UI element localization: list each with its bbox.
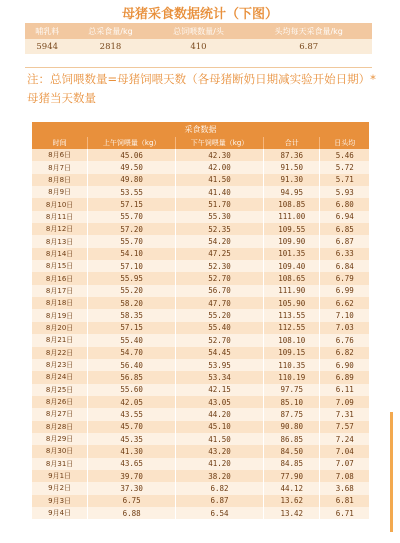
cell-afternoon: 38.20 <box>176 470 264 482</box>
cell-afternoon: 6.54 <box>176 507 264 519</box>
cell-daily-avg: 6.82 <box>320 347 369 359</box>
table-header-row <box>32 137 369 149</box>
header-daily-avg: 日头均 <box>320 137 369 149</box>
cell-date: 8月12日 <box>32 223 88 235</box>
cell-total: 109.55 <box>263 223 320 235</box>
cell-date: 8月14日 <box>32 248 88 260</box>
table-row <box>32 285 369 297</box>
table-row <box>32 396 369 408</box>
cell-date: 8月7日 <box>32 161 88 173</box>
table-row <box>32 309 369 321</box>
cell-total: 109.90 <box>263 235 320 247</box>
scroll-indicator <box>390 412 393 532</box>
cell-afternoon: 41.50 <box>176 433 264 445</box>
cell-total: 108.10 <box>263 334 320 346</box>
cell-afternoon: 53.34 <box>176 371 264 383</box>
cell-morning: 56.85 <box>88 371 176 383</box>
cell-total: 87.36 <box>263 149 320 161</box>
cell-total: 110.35 <box>263 359 320 371</box>
cell-morning: 39.70 <box>88 470 176 482</box>
table-row <box>32 260 369 272</box>
cell-morning: 55.20 <box>88 285 176 297</box>
cell-afternoon: 52.30 <box>176 260 264 272</box>
cell-daily-avg: 7.03 <box>320 322 369 334</box>
summary-header-row <box>25 23 372 39</box>
table-row <box>32 421 369 433</box>
cell-daily-avg: 6.79 <box>320 272 369 284</box>
table-body <box>32 149 369 519</box>
cell-total: 108.65 <box>263 272 320 284</box>
table-row <box>32 149 369 161</box>
cell-total: 111.00 <box>263 211 320 223</box>
cell-daily-avg: 7.57 <box>320 421 369 433</box>
table-row <box>32 470 369 482</box>
cell-morning: 37.30 <box>88 482 176 494</box>
summary-value-row <box>25 39 372 54</box>
summary-value-cell: 6.87 <box>245 39 372 54</box>
table-row <box>32 174 369 186</box>
cell-morning: 45.35 <box>88 433 176 445</box>
cell-daily-avg: 6.85 <box>320 223 369 235</box>
cell-daily-avg: 6.89 <box>320 371 369 383</box>
cell-morning: 54.10 <box>88 248 176 260</box>
cell-daily-avg: 6.84 <box>320 260 369 272</box>
cell-afternoon: 41.20 <box>176 458 264 470</box>
cell-morning: 57.15 <box>88 322 176 334</box>
cell-date: 8月13日 <box>32 235 88 247</box>
header-total: 合计 <box>263 137 320 149</box>
cell-daily-avg: 7.04 <box>320 445 369 457</box>
cell-morning: 42.05 <box>88 396 176 408</box>
cell-total: 113.55 <box>263 309 320 321</box>
header-afternoon: 下午饲喂量（kg） <box>176 137 264 149</box>
cell-daily-avg: 5.71 <box>320 174 369 186</box>
cell-morning: 53.55 <box>88 186 176 198</box>
cell-date: 8月30日 <box>32 445 88 457</box>
cell-daily-avg: 6.80 <box>320 198 369 210</box>
cell-date: 8月22日 <box>32 347 88 359</box>
cell-date: 9月3日 <box>32 495 88 507</box>
cell-date: 8月10日 <box>32 198 88 210</box>
summary-value-cell: 2818 <box>69 39 151 54</box>
cell-date: 8月28日 <box>32 421 88 433</box>
cell-total: 84.85 <box>263 458 320 470</box>
cell-total: 94.95 <box>263 186 320 198</box>
cell-afternoon: 55.30 <box>176 211 264 223</box>
cell-date: 8月31日 <box>32 458 88 470</box>
cell-daily-avg: 6.71 <box>320 507 369 519</box>
cell-morning: 55.70 <box>88 211 176 223</box>
cell-morning: 45.06 <box>88 149 176 161</box>
cell-daily-avg: 7.07 <box>320 458 369 470</box>
cell-morning: 55.95 <box>88 272 176 284</box>
cell-daily-avg: 6.87 <box>320 235 369 247</box>
table-row <box>32 482 369 494</box>
cell-morning: 57.20 <box>88 223 176 235</box>
cell-afternoon: 47.25 <box>176 248 264 260</box>
cell-morning: 55.70 <box>88 235 176 247</box>
cell-total: 105.90 <box>263 297 320 309</box>
table-row <box>32 408 369 420</box>
table-row <box>32 186 369 198</box>
cell-afternoon: 44.20 <box>176 408 264 420</box>
cell-afternoon: 52.70 <box>176 334 264 346</box>
cell-morning: 58.20 <box>88 297 176 309</box>
cell-morning: 43.55 <box>88 408 176 420</box>
cell-total: 112.55 <box>263 322 320 334</box>
cell-total: 91.50 <box>263 161 320 173</box>
table-row <box>32 161 369 173</box>
cell-total: 111.90 <box>263 285 320 297</box>
cell-daily-avg: 6.33 <box>320 248 369 260</box>
summary-header-cell: 头均每天采食量/kg <box>245 23 372 39</box>
cell-total: 110.19 <box>263 371 320 383</box>
table-row <box>32 347 369 359</box>
cell-date: 8月24日 <box>32 371 88 383</box>
cell-morning: 55.40 <box>88 334 176 346</box>
table-row <box>32 248 369 260</box>
cell-morning: 41.30 <box>88 445 176 457</box>
header-morning: 上午饲喂量（kg） <box>88 137 176 149</box>
cell-afternoon: 52.70 <box>176 272 264 284</box>
cell-afternoon: 47.70 <box>176 297 264 309</box>
cell-date: 8月23日 <box>32 359 88 371</box>
cell-morning: 58.35 <box>88 309 176 321</box>
cell-afternoon: 43.05 <box>176 396 264 408</box>
cell-date: 8月17日 <box>32 285 88 297</box>
cell-total: 77.90 <box>263 470 320 482</box>
cell-date: 9月4日 <box>32 507 88 519</box>
cell-morning: 6.75 <box>88 495 176 507</box>
cell-afternoon: 41.40 <box>176 186 264 198</box>
cell-morning: 6.88 <box>88 507 176 519</box>
cell-afternoon: 6.82 <box>176 482 264 494</box>
summary-table <box>25 23 372 54</box>
table-row <box>32 445 369 457</box>
cell-date: 8月26日 <box>32 396 88 408</box>
cell-afternoon: 45.10 <box>176 421 264 433</box>
footnote: 注：总饲喂数量=母猪饲喂天数（各母猪断奶日期减实验开始日期）*母猪当天数量 <box>27 72 376 105</box>
cell-daily-avg: 7.09 <box>320 396 369 408</box>
table-row <box>32 334 369 346</box>
cell-morning: 45.70 <box>88 421 176 433</box>
page-title: 母猪采食数据统计（下图） <box>121 7 278 22</box>
cell-daily-avg: 6.62 <box>320 297 369 309</box>
daily-feed-table <box>32 122 369 519</box>
cell-date: 8月6日 <box>32 149 88 161</box>
cell-date: 9月2日 <box>32 482 88 494</box>
cell-date: 8月15日 <box>32 260 88 272</box>
table-row <box>32 458 369 470</box>
table-row <box>32 495 369 507</box>
cell-daily-avg: 7.10 <box>320 309 369 321</box>
table-row <box>32 235 369 247</box>
cell-date: 8月8日 <box>32 174 88 186</box>
cell-afternoon: 54.45 <box>176 347 264 359</box>
cell-afternoon: 53.95 <box>176 359 264 371</box>
cell-date: 8月18日 <box>32 297 88 309</box>
cell-total: 13.42 <box>263 507 320 519</box>
cell-date: 8月27日 <box>32 408 88 420</box>
table-caption-row <box>32 122 369 137</box>
summary-value-cell: 410 <box>152 39 246 54</box>
header-date: 时间 <box>32 137 88 149</box>
cell-afternoon: 51.70 <box>176 198 264 210</box>
cell-afternoon: 55.40 <box>176 322 264 334</box>
cell-daily-avg: 6.81 <box>320 495 369 507</box>
cell-morning: 57.10 <box>88 260 176 272</box>
summary-header-cell: 总饲喂数量/头 <box>152 23 246 39</box>
cell-date: 8月25日 <box>32 384 88 396</box>
cell-daily-avg: 5.93 <box>320 186 369 198</box>
cell-morning: 56.40 <box>88 359 176 371</box>
divider <box>25 67 372 68</box>
cell-total: 44.12 <box>263 482 320 494</box>
cell-total: 109.40 <box>263 260 320 272</box>
cell-total: 87.75 <box>263 408 320 420</box>
summary-value-cell: 5944 <box>25 39 69 54</box>
cell-total: 85.10 <box>263 396 320 408</box>
summary-header-cell: 哺乳料 <box>25 23 69 39</box>
cell-daily-avg: 3.68 <box>320 482 369 494</box>
cell-daily-avg: 6.94 <box>320 211 369 223</box>
cell-total: 90.80 <box>263 421 320 433</box>
cell-morning: 49.80 <box>88 174 176 186</box>
cell-morning: 54.70 <box>88 347 176 359</box>
cell-afternoon: 42.30 <box>176 149 264 161</box>
table-row <box>32 223 369 235</box>
cell-date: 9月1日 <box>32 470 88 482</box>
table-row <box>32 433 369 445</box>
cell-total: 86.85 <box>263 433 320 445</box>
cell-daily-avg: 7.08 <box>320 470 369 482</box>
cell-total: 101.35 <box>263 248 320 260</box>
cell-afternoon: 55.20 <box>176 309 264 321</box>
table-row <box>32 297 369 309</box>
cell-afternoon: 43.20 <box>176 445 264 457</box>
cell-daily-avg: 6.90 <box>320 359 369 371</box>
cell-date: 8月19日 <box>32 309 88 321</box>
table-caption: 采食数据 <box>32 122 369 137</box>
cell-afternoon: 52.35 <box>176 223 264 235</box>
cell-daily-avg: 6.76 <box>320 334 369 346</box>
table-row <box>32 359 369 371</box>
table-row <box>32 211 369 223</box>
cell-total: 108.85 <box>263 198 320 210</box>
cell-date: 8月11日 <box>32 211 88 223</box>
cell-total: 97.75 <box>263 384 320 396</box>
cell-total: 91.30 <box>263 174 320 186</box>
summary-header-cell: 总采食量/kg <box>69 23 151 39</box>
cell-daily-avg: 6.99 <box>320 285 369 297</box>
table-row <box>32 384 369 396</box>
cell-daily-avg: 7.24 <box>320 433 369 445</box>
cell-daily-avg: 5.72 <box>320 161 369 173</box>
table-row <box>32 272 369 284</box>
cell-daily-avg: 7.31 <box>320 408 369 420</box>
cell-afternoon: 6.87 <box>176 495 264 507</box>
table-row <box>32 322 369 334</box>
cell-total: 84.50 <box>263 445 320 457</box>
table-row <box>32 371 369 383</box>
cell-afternoon: 54.20 <box>176 235 264 247</box>
cell-date: 8月29日 <box>32 433 88 445</box>
cell-daily-avg: 5.46 <box>320 149 369 161</box>
table-row <box>32 507 369 519</box>
cell-date: 8月20日 <box>32 322 88 334</box>
cell-afternoon: 42.15 <box>176 384 264 396</box>
cell-daily-avg: 6.11 <box>320 384 369 396</box>
cell-total: 13.62 <box>263 495 320 507</box>
cell-afternoon: 41.50 <box>176 174 264 186</box>
cell-afternoon: 42.00 <box>176 161 264 173</box>
cell-morning: 55.60 <box>88 384 176 396</box>
cell-date: 8月16日 <box>32 272 88 284</box>
table-row <box>32 198 369 210</box>
cell-date: 8月9日 <box>32 186 88 198</box>
cell-morning: 49.50 <box>88 161 176 173</box>
cell-morning: 57.15 <box>88 198 176 210</box>
cell-morning: 43.65 <box>88 458 176 470</box>
cell-date: 8月21日 <box>32 334 88 346</box>
cell-afternoon: 56.70 <box>176 285 264 297</box>
cell-total: 109.15 <box>263 347 320 359</box>
